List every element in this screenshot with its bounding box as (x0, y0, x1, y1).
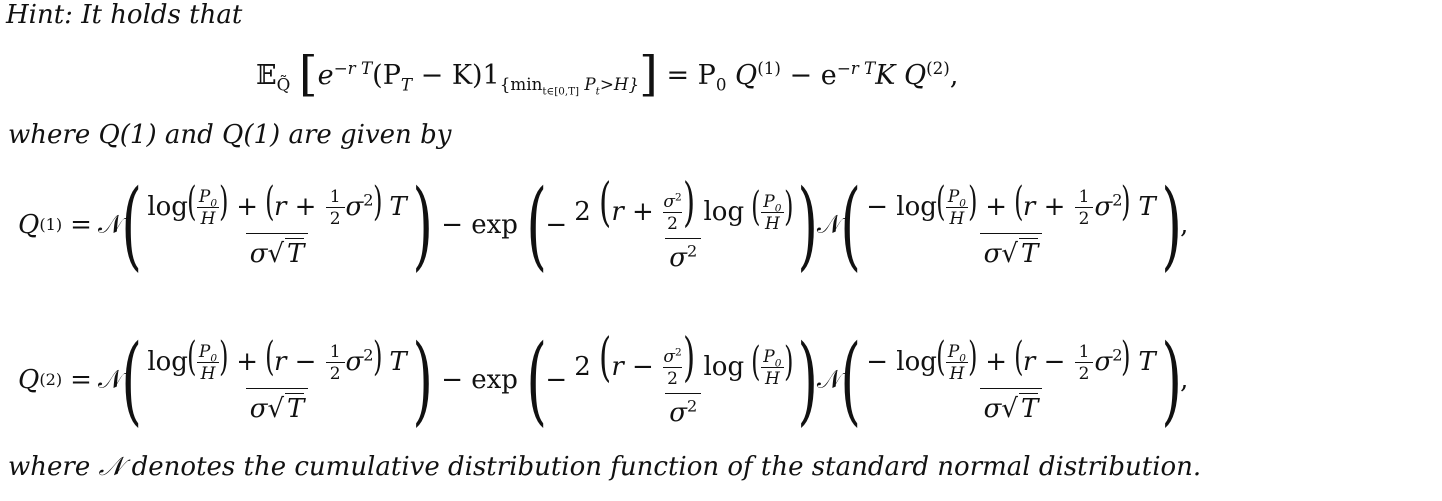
q1-equation: Q (1) = 𝒩 ( log( $\frac{P_0}{H}$ ) + (r + $\frac{1}{2}$ $\sigma^2$) T σ√ T ) − exp ( − 2 (r + $\frac{\sigma^2}{2}$ ) log ( $\frac{P_0}{H}$ ) $\sigma^2$ ) 𝒩 ( − log( $\frac{P_0}{H}$ ) + (r + $\frac{1}{2}$ $\sigma^2$) T σ√ T ) , (18, 169, 1189, 281)
q2-equation: Q (2) = 𝒩 ( log( $\frac{P_0}{H}$ ) + (r − $\frac{1}{2}$ $\sigma^2$) T σ√ T ) − exp ( − 2 (r − $\frac{\sigma^2}{2}$ ) log ( $\frac{P_0}{H}$ ) $\sigma^2$ ) 𝒩 ( − log( $\frac{P_0}{H}$ ) + (r − $\frac{1}{2}$ $\sigma^2$) T σ√ T ) , (18, 324, 1189, 436)
where-n-text: where 𝒩 denotes the cumulative distribution function of the standard normal distribution. (8, 452, 1202, 482)
where-q-text: where Q(1) and Q(1) are given by (8, 120, 452, 150)
hint-text: Hint: It holds that (6, 0, 243, 30)
main-equation: 𝔼$_{Q̃}$ $[e^{-r T}(P_T - K)1_{\{min_{t\in[0,T]} P_t>H\}}] = P_0$ $Q^{(1)} - e^{-r T}K$ $Q^{(2)}$, (256, 46, 959, 102)
